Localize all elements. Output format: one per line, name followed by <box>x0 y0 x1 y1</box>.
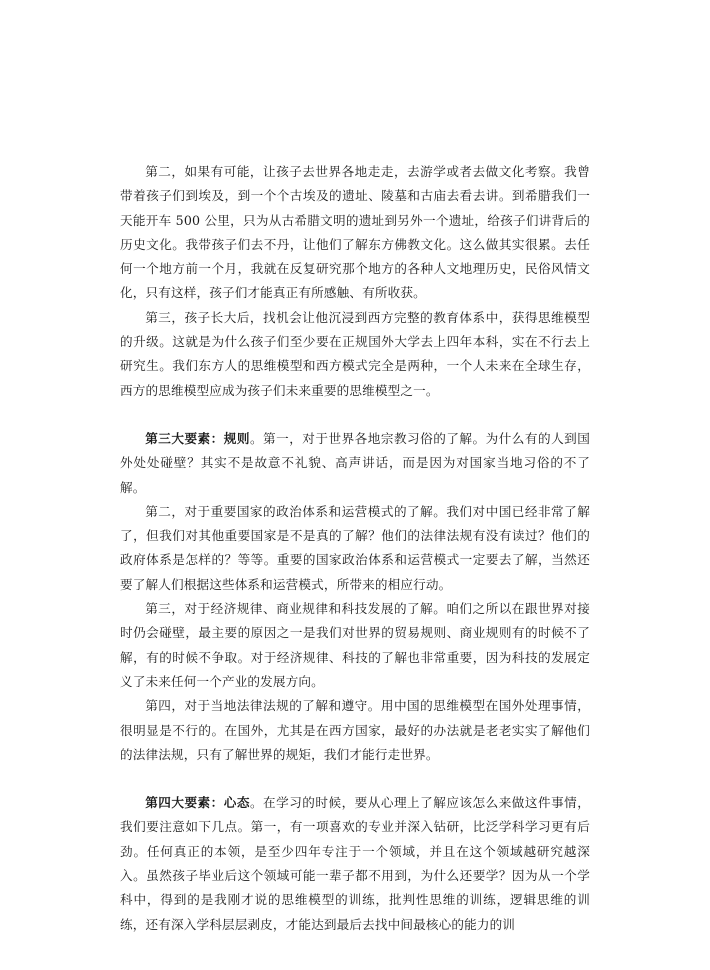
section-spacer <box>120 767 590 791</box>
paragraph-western-education: 第三，孩子长大后，找机会让他沉浸到西方完整的教育体系中，获得思维模型的升级。这就是为什么孩子们至少要在正规国外大学去上四年本科，实在不行去上研究生。我们东方人的思维模型和西方模式完全是两种，一个人未来在全球生存，西方的思维模型应成为孩子们未来重要的思维模型之一。 <box>120 309 590 398</box>
paragraph-mindset-intro <box>120 791 590 937</box>
rules-intro-text: 。第一，对于世界各地宗教习俗的了解。为什么有的人到国外处处碰壁？其实不是故意不礼貌、高声讲话，而是因为对国家当地习俗的不了解。 <box>120 430 590 495</box>
paragraph-rules-law: 第四，对于当地法律法规的了解和遵守。用中国的思维模型在国外处理事情，很明显是不行的。在国外，尤其是在西方国家，最好的办法就是老老实实了解他们的法律法规，只有了解世界的规矩，我们才能行走世界。 <box>120 698 590 762</box>
paragraph-rules-intro <box>120 427 590 500</box>
paragraph-travel: 第二，如果有可能，让孩子去世界各地走走，去游学或者去做文化考察。我曾带着孩子们到埃及，到一个个古埃及的遗址、陵墓和古庙去看去讲。到希腊我们一天能开车 500 公里，只为从古希腊文明的遗址到另外一个遗址，给孩子们讲背后的历史文化。我带孩子们去不丹，让他们了解东方佛教文化。这么做其实很累。去任何一个地方前一个月，我就在反复研究那个地方的各种人文地理历史，民俗风情文化，只有这样，孩子们才能真正有所感触、有所收获。 <box>120 164 590 301</box>
mindset-intro-text: 。在学习的时候，要从心理上了解应该怎么来做这件事情，我们要注意如下几点。第一，有一项喜欢的专业并深入钻研，比泛学科学习更有后劲。任何真正的本领，是至少四年专注于一个领域，并且在这个领域越研究越深入。虽然孩子毕业后这个领域可能一辈子都不用到，为什么还要学？因为从一个学科中，得到的是我刚才说的思维模型的训练，批判性思维的训练，逻辑思维的训练，还有深入学科层层剥皮，才能达到最后去找中间最核心的能力的训 <box>120 795 590 932</box>
section-heading-mindset: 第四大要素：心态 <box>145 795 250 811</box>
paragraph-rules-politics: 第二，对于重要国家的政治体系和运营模式的了解。我们对中国已经非常了解了，但我们对其他重要国家是不是真的了解？他们的法律法规有没有读过？他们的政府体系是怎样的？等等。重要的国家政治体系和运营模式一定要去了解，当然还要了解人们根据这些体系和运营模式，所带来的相应行动。 <box>120 503 590 592</box>
paragraph-rules-economy: 第三，对于经济规律、商业规律和科技发展的了解。咱们之所以在跟世界对接时仍会碰壁，最主要的原因之一是我们对世界的贸易规则、商业规则有的时候不了解，有的时候不争取。对于经济规律、科技的了解也非常重要，因为科技的发展定义了未来任何一个产业的发展方向。 <box>120 601 590 689</box>
document-page <box>120 160 590 937</box>
section-heading-rules: 第三大要素：规则 <box>145 430 250 446</box>
section-spacer <box>120 403 590 427</box>
